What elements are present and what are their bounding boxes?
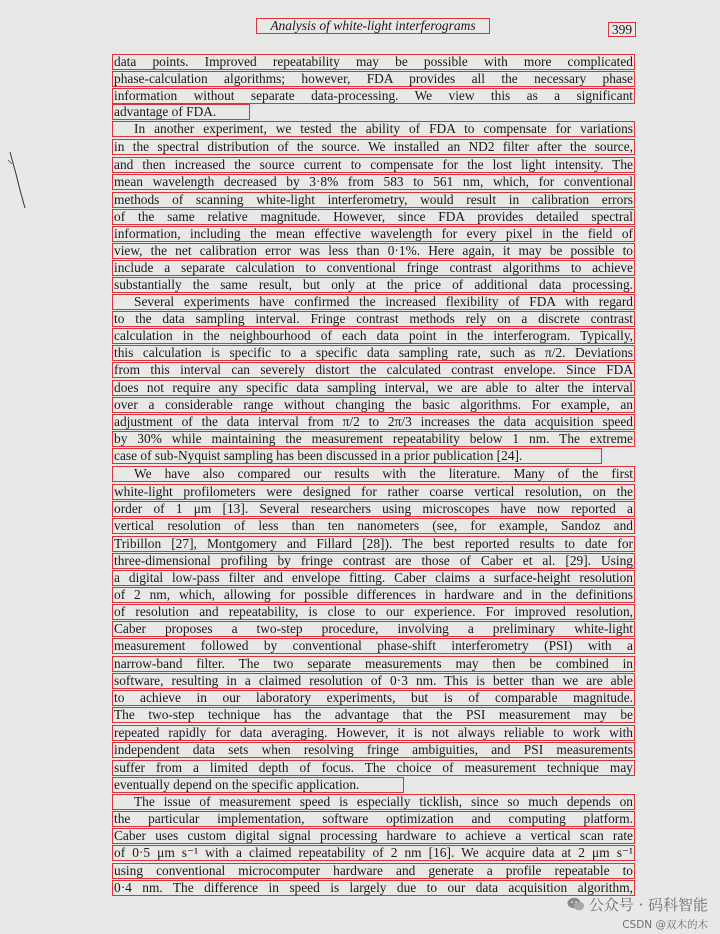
text-line: data points. Improved repeatability may be possible with more complicated [114,54,633,69]
running-title: Analysis of white-light interferograms [256,18,490,34]
text-line: white-light profilometers were designed for rather coarse vertical resolution, on the [114,484,633,499]
text-line: this calculation is specific to a specific data sampling rate, such as π/2. Deviations [114,345,633,360]
text-line: The issue of measurement speed is especially ticklish, since so much depends on [112,794,635,810]
text-line: measurement followed by conventional phase-shift interferometry (PSI) with a [114,638,633,653]
page-number: 399 [608,22,636,37]
text-line: of 0·5 μm s⁻¹ with a claimed repeatability of 2 nm [16]. We acquire data at 2 μm s⁻¹ [114,845,633,860]
text-line: by 30% while maintaining the measurement repeatability below 1 nm. The extreme [114,431,633,446]
text-line: of the same relative magnitude. However, since FDA provides detailed spectral [114,209,633,224]
text-line: In another experiment, we tested the ability of FDA to compensate for variations [112,121,635,137]
text-line: of resolution and repeatability, is close to our experience. For improved resolution, [114,604,633,619]
watermark-main-text: 公众号 · 码科智能 [588,896,708,914]
wechat-icon [567,897,585,912]
watermark [567,894,708,932]
text-line: case of sub-Nyquist sampling has been discussed in a prior publication [24]. [112,448,602,464]
text-line: to the data sampling interval. Fringe contrast methods rely on a discrete contrast [114,311,633,326]
text-line: substantially the same result, but only at the price of additional data processing. [114,277,633,292]
text-line: eventually depend on the specific application. [112,777,404,793]
margin-pencil-mark [6,150,28,210]
text-line: order of 1 μm [13]. Several researchers using microscopes have now reported a [114,501,633,516]
text-line: calculation in the neighbourhood of each data point in the interferogram. Typically, [114,328,633,343]
text-line: view, the net calibration error was less than 0·1%. Here again, it may be possible to [114,243,633,258]
text-line: 0·4 nm. The difference in speed is largely due to our data acquisition algorithm, [114,880,633,895]
text-line: We have also compared our results with the literature. Many of the first [112,466,635,482]
text-line: phase-calculation algorithms; however, FDA provides all the necessary phase [114,71,633,86]
text-line: Caber proposes a two-step procedure, involving a preliminary white-light [114,621,633,636]
text-line: and then increased the source current to compensate for the lost light intensity. The [114,157,633,172]
text-line: a digital low-pass filter and envelope fitting. Caber claims a surface-height resolution [114,570,633,585]
text-line: narrow-band filter. The two separate measurements may then be combined in [114,656,633,671]
text-line: The two-step technique has the advantage that the PSI measurement may be [114,707,633,722]
text-line: repeated rapidly for data averaging. However, it is not always reliable to work with [114,725,633,740]
text-line: of 2 nm, which, allowing for possible differences in hardware and in the definitions [114,587,633,602]
text-line: include a separate calculation to conventional fringe contrast algorithms to achieve [114,260,633,275]
text-line: over a considerable range without changing the basic algorithms. For example, an [114,397,633,412]
text-line: in the spectral distribution of the source. We installed an ND2 filter after the source, [114,139,633,154]
text-line: Tribillon [27], Montgomery and Fillard [28]). The best reported results to date for [114,536,633,551]
text-line: methods of scanning white-light interferometry, would result in calibration errors [114,192,633,207]
text-line: advantage of FDA. [112,104,250,120]
watermark-sub-text: CSDN @双木的木 [622,919,708,931]
text-line: the particular implementation, software optimization and computing platform. [114,811,633,826]
text-line: adjustment of the data interval from π/2 to 2π/3 increases the data acquisition speed [114,414,633,429]
text-line: independent data sets when resolving fringe ambiguities, and PSI measurements [114,742,633,757]
text-line: mean wavelength decreased by 3·8% from 583 to 561 nm, which, for conventional [114,174,633,189]
text-line: does not require any specific data sampling interval, we are able to alter the interval [114,380,633,395]
text-line: information, including the mean effective wavelength for every pixel in the field of [114,226,633,241]
text-line: software, resulting in a claimed resolution of 0·3 nm. This is better than we are able [114,673,633,688]
text-line: to achieve in our laboratory experiments, but is of comparable magnitude. [114,690,633,705]
text-line: suffer from a limited depth of focus. The choice of measurement technique may [114,760,633,775]
text-line: Several experiments have confirmed the increased flexibility of FDA with regard [112,294,635,310]
text-line: Caber uses custom digital signal processing hardware to achieve a vertical scan rate [114,828,633,843]
text-line: using conventional microcomputer hardware and generate a profile repeatable to [114,863,633,878]
text-line: vertical resolution of less than ten nanometers (see, for example, Sandoz and [114,518,633,533]
text-line: information without separate data-processing. We view this as a significant [114,88,633,103]
text-line: from this interval can severely distort the calculated contrast envelope. Since FDA [114,362,633,377]
text-line: three-dimensional profiling by fringe contrast are those of Caber et al. [29]. Using [114,553,633,568]
